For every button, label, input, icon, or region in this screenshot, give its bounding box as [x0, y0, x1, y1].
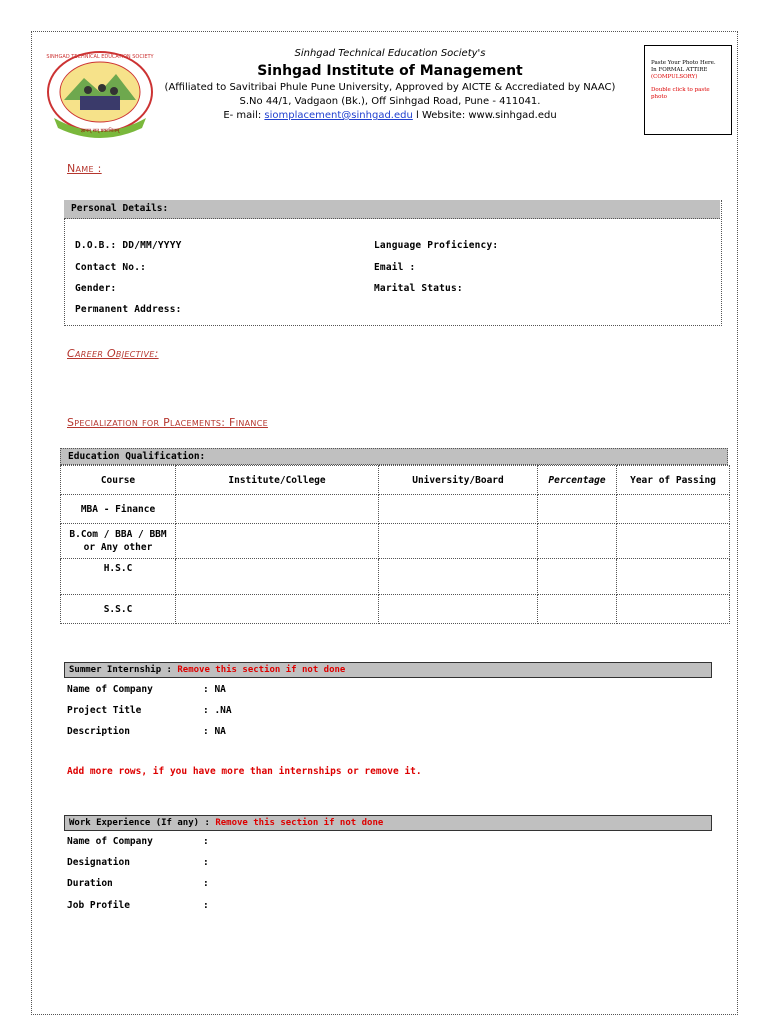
work-duration-colon[interactable]: :	[203, 878, 209, 889]
society-name: Sinhgad Technical Education Society's	[294, 48, 486, 59]
institute-cell[interactable]	[176, 595, 379, 624]
language-field[interactable]: Language Proficiency:	[374, 240, 499, 251]
institute-name: Sinhgad Institute of Management	[257, 63, 523, 79]
internship-remove-note: Remove this section if not done	[177, 665, 346, 675]
photo-line-2: In FORMAL ATTIRE	[651, 67, 708, 73]
email-link[interactable]: siomplacement@sinhgad.edu	[264, 110, 413, 121]
university-cell[interactable]	[379, 595, 538, 624]
institute-header	[160, 47, 620, 123]
email-prefix: E- mail:	[223, 110, 265, 121]
percentage-cell[interactable]	[538, 495, 617, 524]
website-text: l Website: www.sinhgad.edu	[412, 110, 557, 121]
university-cell[interactable]	[379, 495, 538, 524]
internship-desc-value[interactable]: : NA	[203, 726, 226, 737]
internship-company-label: Name of Company	[67, 684, 153, 695]
photo-line-4: Double click to paste photo	[651, 87, 710, 100]
address-line: S.No 44/1, Vadgaon (Bk.), Off Sinhgad Road, Pune - 411041.	[239, 96, 541, 107]
specialization-heading[interactable]: Specialization for Placements: Finance	[67, 416, 268, 429]
university-cell[interactable]	[379, 559, 538, 595]
email-field[interactable]: Email :	[374, 262, 416, 273]
personal-details-header	[64, 200, 720, 219]
education-header	[60, 448, 728, 465]
year-cell[interactable]	[617, 595, 730, 624]
university-cell[interactable]	[379, 524, 538, 559]
society-logo	[44, 48, 156, 140]
photo-line-1: Paste Your Photo Here.	[651, 60, 716, 66]
address-field[interactable]: Permanent Address:	[75, 304, 182, 315]
institute-cell[interactable]	[176, 559, 379, 595]
gender-field[interactable]: Gender:	[75, 283, 117, 294]
work-profile-label: Job Profile	[67, 900, 130, 911]
course-cell: S.S.C	[61, 595, 176, 624]
col-university: University/Board	[379, 466, 538, 495]
internship-project-value[interactable]: : .NA	[203, 705, 232, 716]
internship-project-label: Project Title	[67, 705, 142, 716]
personal-details-title: Personal Details:	[71, 203, 169, 214]
work-title: Work Experience (If any) : Remove this section if not done	[69, 818, 384, 828]
education-table	[60, 465, 730, 624]
col-year: Year of Passing	[617, 466, 730, 495]
institute-cell[interactable]	[176, 524, 379, 559]
internship-desc-label: Description	[67, 726, 130, 737]
svg-text:ज्ञानम् सत् प्रकाशितम्: ज्ञानम् सत् प्रकाशितम्	[80, 128, 120, 134]
photo-line-3: (COMPULSORY)	[651, 74, 698, 80]
percentage-cell[interactable]	[538, 524, 617, 559]
year-cell[interactable]	[617, 495, 730, 524]
photo-placeholder[interactable]	[644, 45, 732, 135]
col-percentage: Percentage	[538, 466, 617, 495]
work-duration-label: Duration	[67, 878, 113, 889]
course-cell: B.Com / BBA / BBM or Any other	[61, 524, 176, 559]
internship-title: Summer Internship : Remove this section if not done	[69, 665, 346, 675]
education-title: Education Qualification:	[68, 451, 206, 462]
work-header	[64, 815, 712, 831]
add-rows-note: Add more rows, if you have more than internships or remove it.	[67, 766, 422, 777]
work-designation-label: Designation	[67, 857, 130, 868]
internship-header	[64, 662, 712, 678]
work-company-colon[interactable]: :	[203, 836, 209, 847]
table-header-row	[61, 466, 730, 495]
col-course: Course	[61, 466, 176, 495]
work-profile-colon[interactable]: :	[203, 900, 209, 911]
table-row	[61, 559, 730, 595]
affiliation-line: (Affiliated to Savitribai Phule Pune University, Approved by AICTE & Accrediated by NAAC)	[164, 82, 616, 93]
marital-field[interactable]: Marital Status:	[374, 283, 463, 294]
percentage-cell[interactable]	[538, 595, 617, 624]
institute-cell[interactable]	[176, 495, 379, 524]
year-cell[interactable]	[617, 524, 730, 559]
course-cell: MBA - Finance	[61, 495, 176, 524]
table-row	[61, 595, 730, 624]
course-cell: H.S.C	[61, 559, 176, 595]
name-label[interactable]: Name :	[67, 162, 102, 175]
internship-company-value[interactable]: : NA	[203, 684, 226, 695]
contact-field[interactable]: Contact No.:	[75, 262, 147, 273]
table-row	[61, 524, 730, 559]
contact-line	[160, 109, 620, 123]
svg-text:SINHGAD TECHNICAL EDUCATION SO: SINHGAD TECHNICAL EDUCATION SOCIETY	[46, 54, 154, 60]
table-row	[61, 495, 730, 524]
work-designation-colon[interactable]: :	[203, 857, 209, 868]
percentage-cell[interactable]	[538, 559, 617, 595]
dob-field[interactable]: D.O.B.: DD/MM/YYYY	[75, 240, 182, 251]
career-objective-heading[interactable]: Career Objective:	[67, 347, 159, 360]
year-cell[interactable]	[617, 559, 730, 595]
work-remove-note: Remove this section if not done	[215, 818, 384, 828]
col-institute: Institute/College	[176, 466, 379, 495]
work-company-label: Name of Company	[67, 836, 153, 847]
